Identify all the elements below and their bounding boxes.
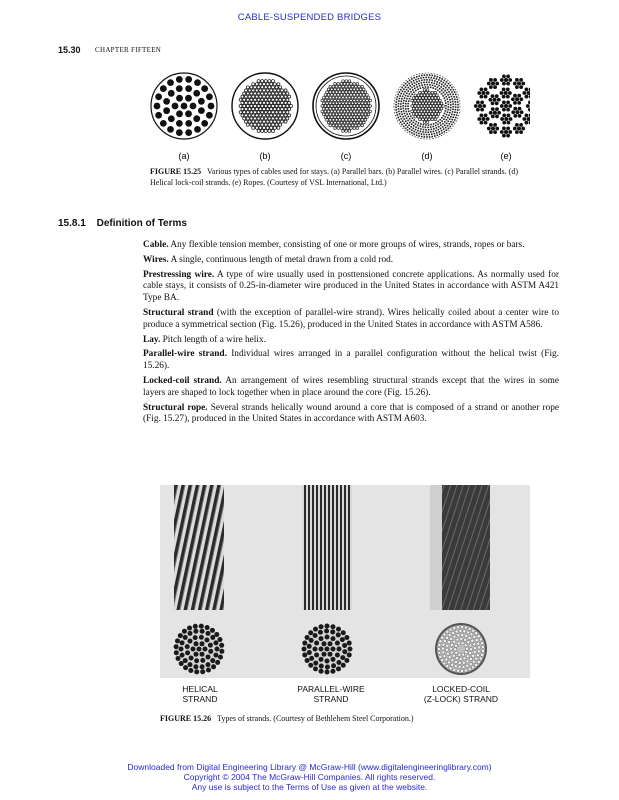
figure-15-26-caption <box>160 714 414 723</box>
term-definition: Individual wires arranged in a parallel configuration without the helical twist (Fig. 15.26). <box>143 349 559 372</box>
figure-15-26-strand-photo <box>160 485 530 678</box>
term-name: Locked-coil strand. <box>143 375 222 386</box>
section-heading <box>58 218 187 229</box>
panel-d-lock-coil-strands <box>394 73 460 139</box>
panel-label-a: (a) <box>178 151 190 161</box>
strand-label-line: (Z-LOCK) STRAND <box>423 694 499 704</box>
term-name: Prestressing wire. <box>143 269 215 280</box>
term-name: Wires. <box>143 254 169 265</box>
term-definition: Any flexible tension member, consisting of one or more groups of wires, strands, ropes or bars. <box>170 240 525 250</box>
panel-label-d: (d) <box>421 151 433 161</box>
figure-15-26-text: Types of strands. (Courtesy of Bethlehem Steel Corporation.) <box>216 714 414 723</box>
strand-label-parallel-wire <box>261 684 401 704</box>
section-number: 15.8.1 <box>58 218 86 229</box>
page-number: 15.30 <box>58 45 81 55</box>
figure-15-25-label: FIGURE 15.25 <box>150 167 202 176</box>
panel-b-parallel-wires <box>232 73 298 139</box>
strand-label-line: HELICAL <box>182 684 218 694</box>
figure-15-26-label: FIGURE 15.26 <box>160 714 212 723</box>
strand-label-line: STRAND <box>313 694 349 704</box>
chapter-label: CHAPTER FIFTEEN <box>95 46 162 54</box>
term-name: Structural rope. <box>143 402 208 413</box>
term-cable <box>143 240 559 252</box>
footer <box>0 762 619 792</box>
footer-terms: Any use is subject to the Terms of Use as given at the website. <box>191 782 428 792</box>
term-definition: An arrangement of wires resembling structural strands except that the wires in some layers are shaped to lock together when in place around the core (Fig. 15.26). <box>143 375 560 398</box>
footer-copyright: Copyright © 2004 The McGraw-Hill Companies. All rights reserved. <box>183 772 436 782</box>
strand-label-helical <box>130 684 270 704</box>
panel-label-c: (c) <box>340 151 352 161</box>
strand-label-locked-coil <box>391 684 531 704</box>
running-head: CABLE-SUSPENDED BRIDGES <box>237 12 382 23</box>
figure-15-25-text: Various types of cables used for stays. (a) Parallel bars. (b) Parallel wires. (c) Parallel strands. (d) Helical lock-coil strands. (e) Ropes. (Courtesy of VSL International, Ltd.) <box>150 167 518 187</box>
term-locked-coil-strand <box>143 376 559 400</box>
locked-coil-strand-section <box>435 623 487 675</box>
section-title: Definition of Terms <box>96 218 187 229</box>
term-definition: (with the exception of parallel-wire strand). Wires helically coiled about a center wire to produce a symmetrical section (Fig. 15.26), produced in the United States in accordance with ASTM A586. <box>143 307 560 330</box>
panel-label-b: (b) <box>259 151 271 161</box>
term-definition: Pitch length of a wire helix. <box>162 334 266 345</box>
helical-strand-side <box>174 485 224 610</box>
term-structural-strand <box>143 308 559 332</box>
term-structural-rope <box>143 403 559 427</box>
panel-c-parallel-strands <box>313 73 379 139</box>
term-name: Structural strand <box>143 307 214 318</box>
figure-15-25-caption <box>150 167 540 188</box>
locked-coil-strand-side <box>442 485 490 610</box>
term-parallel-wire-strand <box>143 349 559 373</box>
term-prestressing-wire <box>143 270 559 305</box>
terms-list <box>143 240 559 429</box>
term-name: Parallel-wire strand. <box>143 349 227 360</box>
figure-15-25-cable-sections <box>140 70 530 170</box>
panel-label-e: (e) <box>500 151 512 161</box>
term-wires <box>143 255 559 267</box>
parallel-wire-strand-section <box>302 624 353 675</box>
strand-label-line: LOCKED-COIL <box>432 684 490 694</box>
panel-a-parallel-bars <box>151 73 217 139</box>
term-name: Cable. <box>143 240 169 250</box>
term-definition: Several strands helically wound around a core that is composed of a strand or another rope (Fig. 15.27), produced in the United States in accordance with ASTM A603. <box>143 402 559 425</box>
term-name: Lay. <box>143 334 161 345</box>
panel-e-ropes <box>474 74 530 137</box>
term-definition: A type of wire usually used in posttensioned concrete applications. As normally used for cable stays, it consists of 0.25-in-diameter wire produced in the United States in accordance with ASTM A421 Type BA. <box>143 269 559 304</box>
strand-label-line: STRAND <box>182 694 218 704</box>
footer-download-link[interactable]: Downloaded from Digital Engineering Library @ McGraw-Hill (www.digitalengineeringlibrary.com) <box>127 762 492 772</box>
term-lay <box>143 335 559 347</box>
parallel-wire-strand-side <box>302 485 352 610</box>
strand-label-line: PARALLEL-WIRE <box>297 684 365 694</box>
term-definition: A single, continuous length of metal drawn from a cold rod. <box>170 254 394 265</box>
